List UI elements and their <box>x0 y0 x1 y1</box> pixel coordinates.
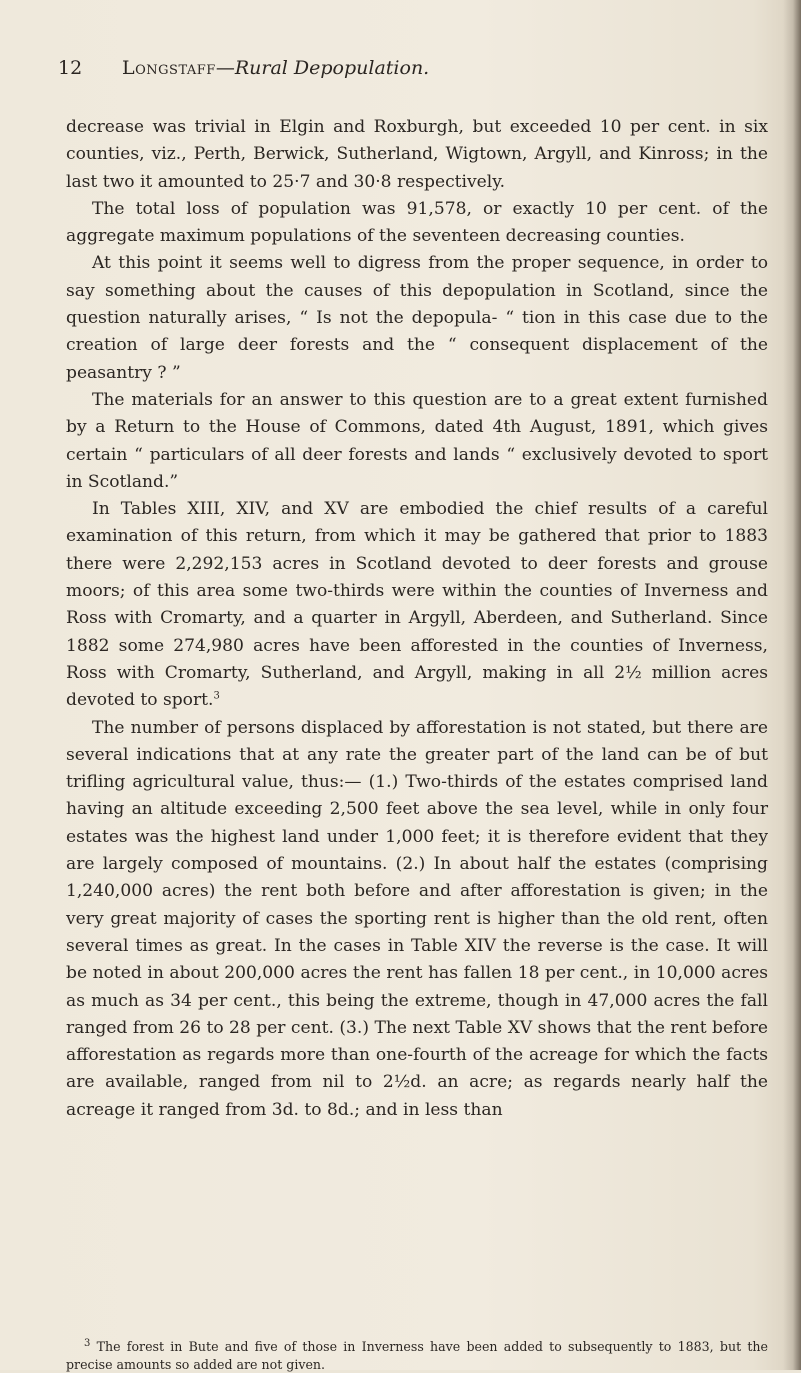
paragraph-3: At this point it seems well to digress from the proper sequence, in order to say something about the causes of this depopulation in Scotland, since the question naturally arises, “ Is not the depopula- “ tion in this case due to the creation of large deer forests and the “ consequent displacement of the peasantry ? ” <box>66 253 768 383</box>
body-text <box>66 114 768 1124</box>
paragraph-1: decrease was trivial in Elgin and Roxburgh, but exceeded 10 per cent. in six counties, viz., Perth, Berwick, Sutherland, Wigtown, Argyll, and Kinross; in the last two it amounted to 25·7 and 30·8 respectively. <box>66 117 768 192</box>
page-number: 12 <box>58 57 83 79</box>
page-edge-shadow <box>783 0 801 1370</box>
footnote-text: The forest in Bute and five of those in Inverness have been added to subsequently to 1883, but the precise amounts so added are not given. <box>66 1339 768 1372</box>
paragraph-2: The total loss of population was 91,578, or exactly 10 per cent. of the aggregate maximum populations of the seventeen decreasing counties. <box>66 198 768 247</box>
footnote <box>66 1338 768 1373</box>
running-header <box>58 56 758 80</box>
paragraph-5 <box>66 496 768 714</box>
paragraph-4: The materials for an answer to this question are to a great extent furnished by a Return to the House of Commons, dated 4th August, 1891, which gives certain “ particulars of all deer forests and lands “ exclusively devoted to sport in Scotland.” <box>66 389 768 492</box>
header-title: Rural Depopulation. <box>234 57 430 79</box>
header-dash: — <box>215 57 235 79</box>
footnote-mark: 3 <box>84 1337 91 1349</box>
paragraph-5-text: In Tables XIII, XIV, and XV are embodied the chief results of a careful examination of this return, from which it may be gathered that prior to 1883 there were 2,292,153 acres in Scotland devoted to deer forests and grouse moors; of this area some two-thirds were within the counties of Inverness and Ross with Cromarty, and a quarter in Argyll, Aberdeen, and Sutherland. Since 1882 some 274,980 acres have been afforested in the counties of Inverness, Ross with Cromarty, Sutherland, and Argyll, making in all 2½ million acres devoted to sport. <box>66 499 768 711</box>
header-author: Longstaff <box>122 57 216 79</box>
paragraph-6: The number of persons displaced by afforestation is not stated, but there are several indications that at any rate the greater part of the land can be of but trifling agricultural value, thus:— (1.) Two-thirds of the estates comprised land having an altitude exceeding 2,500 feet above the sea level, while in only four estates was the highest land under 1,000 feet; it is therefore evident that they are largely composed of mountains. (2.) In about half the estates (comprising 1,240,000 acres) the rent both before and after afforestation is given; in the very great majority of cases the sporting rent is higher than the old rent, often several times as great. In the cases in Table XIV the reverse is the case. It will be noted in about 200,000 acres the rent has fallen 18 per cent., in 10,000 acres as much as 34 per cent., this being the extreme, though in 47,000 acres the fall ranged from 26 to 28 per cent. (3.) The next Table XV shows that the rent before afforestation as regards more than one-fourth of the acreage for which the facts are available, ranged from nil to 2½d. an acre; as regards nearly half the acreage it ranged from 3d. to 8d.; and in less than <box>66 717 768 1120</box>
footnote-paragraph <box>66 1338 768 1373</box>
footnote-reference: 3 <box>213 690 220 702</box>
